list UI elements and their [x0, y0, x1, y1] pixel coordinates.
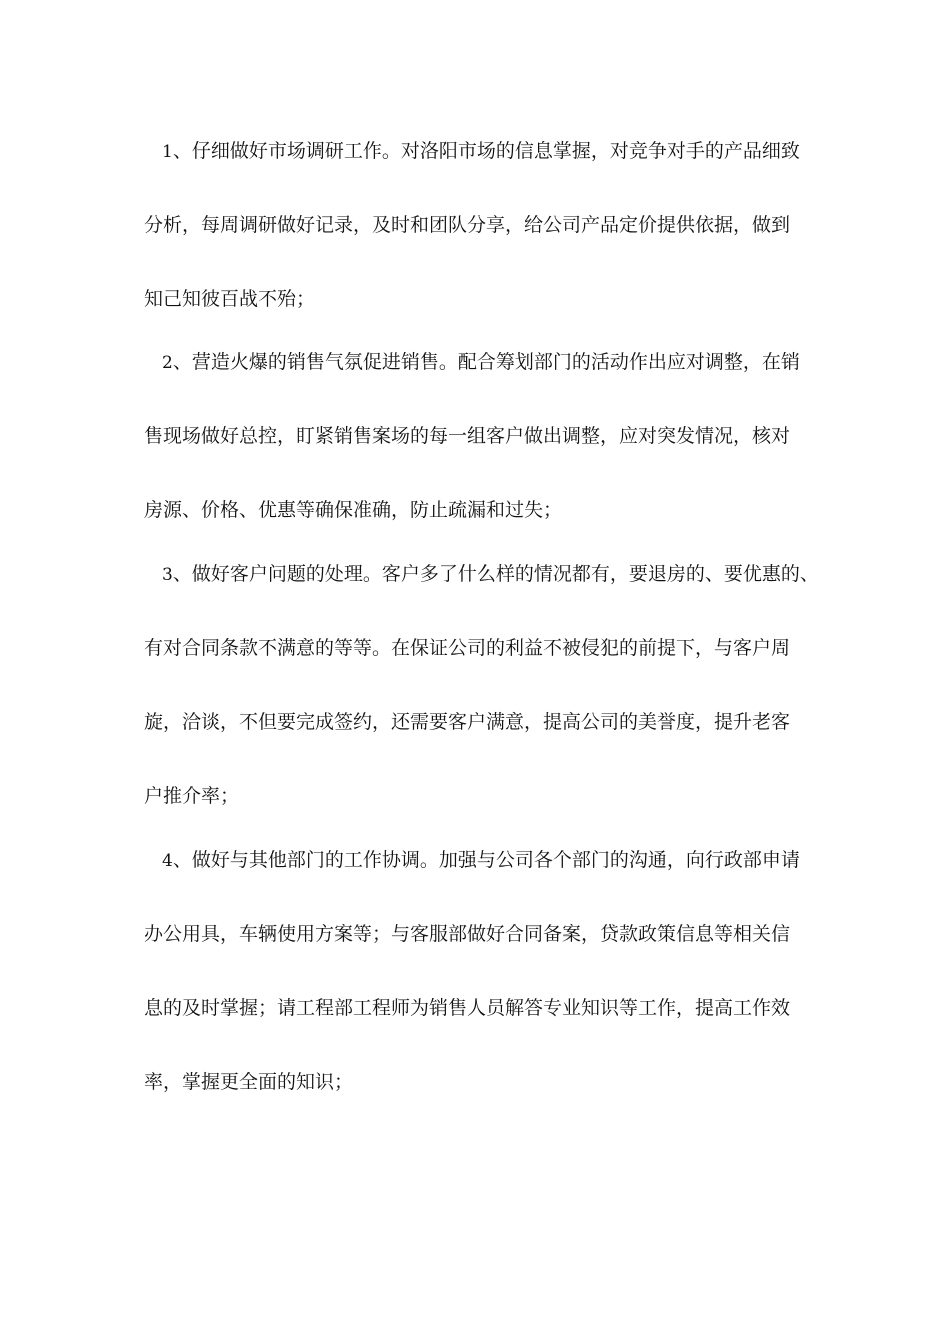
item-3-text-1: 、做好客户问题的处理。客户多了什么样的情况都有，要退房的、要优惠的、 — [172, 563, 819, 585]
item-2-number: 2 — [162, 353, 173, 373]
item-1-line-3: 知己知彼百战不殆； — [144, 288, 316, 310]
item-4-line-2: 办公用具，车辆使用方案等；与客服部做好合同备案，贷款政策信息等相关信 — [144, 923, 791, 945]
item-4-text-1: 、做好与其他部门的工作协调。加强与公司各个部门的沟通，向行政部申请 — [172, 849, 800, 871]
item-2-line-1 — [162, 350, 800, 375]
item-3-line-1 — [162, 562, 819, 587]
item-1-line-2: 分析，每周调研做好记录，及时和团队分享，给公司产品定价提供依据，做到 — [144, 214, 791, 236]
item-4-line-4: 率，掌握更全面的知识； — [144, 1071, 354, 1093]
item-3-line-4: 户推介率； — [144, 785, 240, 807]
item-4-number: 4 — [162, 851, 173, 871]
item-2-line-2: 售现场做好总控，盯紧销售案场的每一组客户做出调整，应对突发情况，核对 — [144, 425, 791, 447]
item-1-line-1 — [162, 139, 800, 164]
item-3-line-3: 旋，洽谈，不但要完成签约，还需要客户满意，提高公司的美誉度，提升老客 — [144, 711, 791, 733]
item-2-text-1: 、营造火爆的销售气氛促进销售。配合筹划部门的活动作出应对调整，在销 — [172, 351, 800, 373]
item-2-line-3: 房源、价格、优惠等确保准确，防止疏漏和过失； — [144, 499, 563, 521]
item-3-line-2: 有对合同条款不满意的等等。在保证公司的利益不被侵犯的前提下，与客户周 — [144, 637, 791, 659]
item-3-number: 3 — [162, 565, 173, 585]
item-1-text-1: 、仔细做好市场调研工作。对洛阳市场的信息掌握，对竞争对手的产品细致 — [172, 140, 800, 162]
item-4-line-3: 息的及时掌握；请工程部工程师为销售人员解答专业知识等工作，提高工作效 — [144, 997, 791, 1019]
item-1-number: 1 — [162, 142, 173, 162]
item-4-line-1 — [162, 848, 800, 873]
